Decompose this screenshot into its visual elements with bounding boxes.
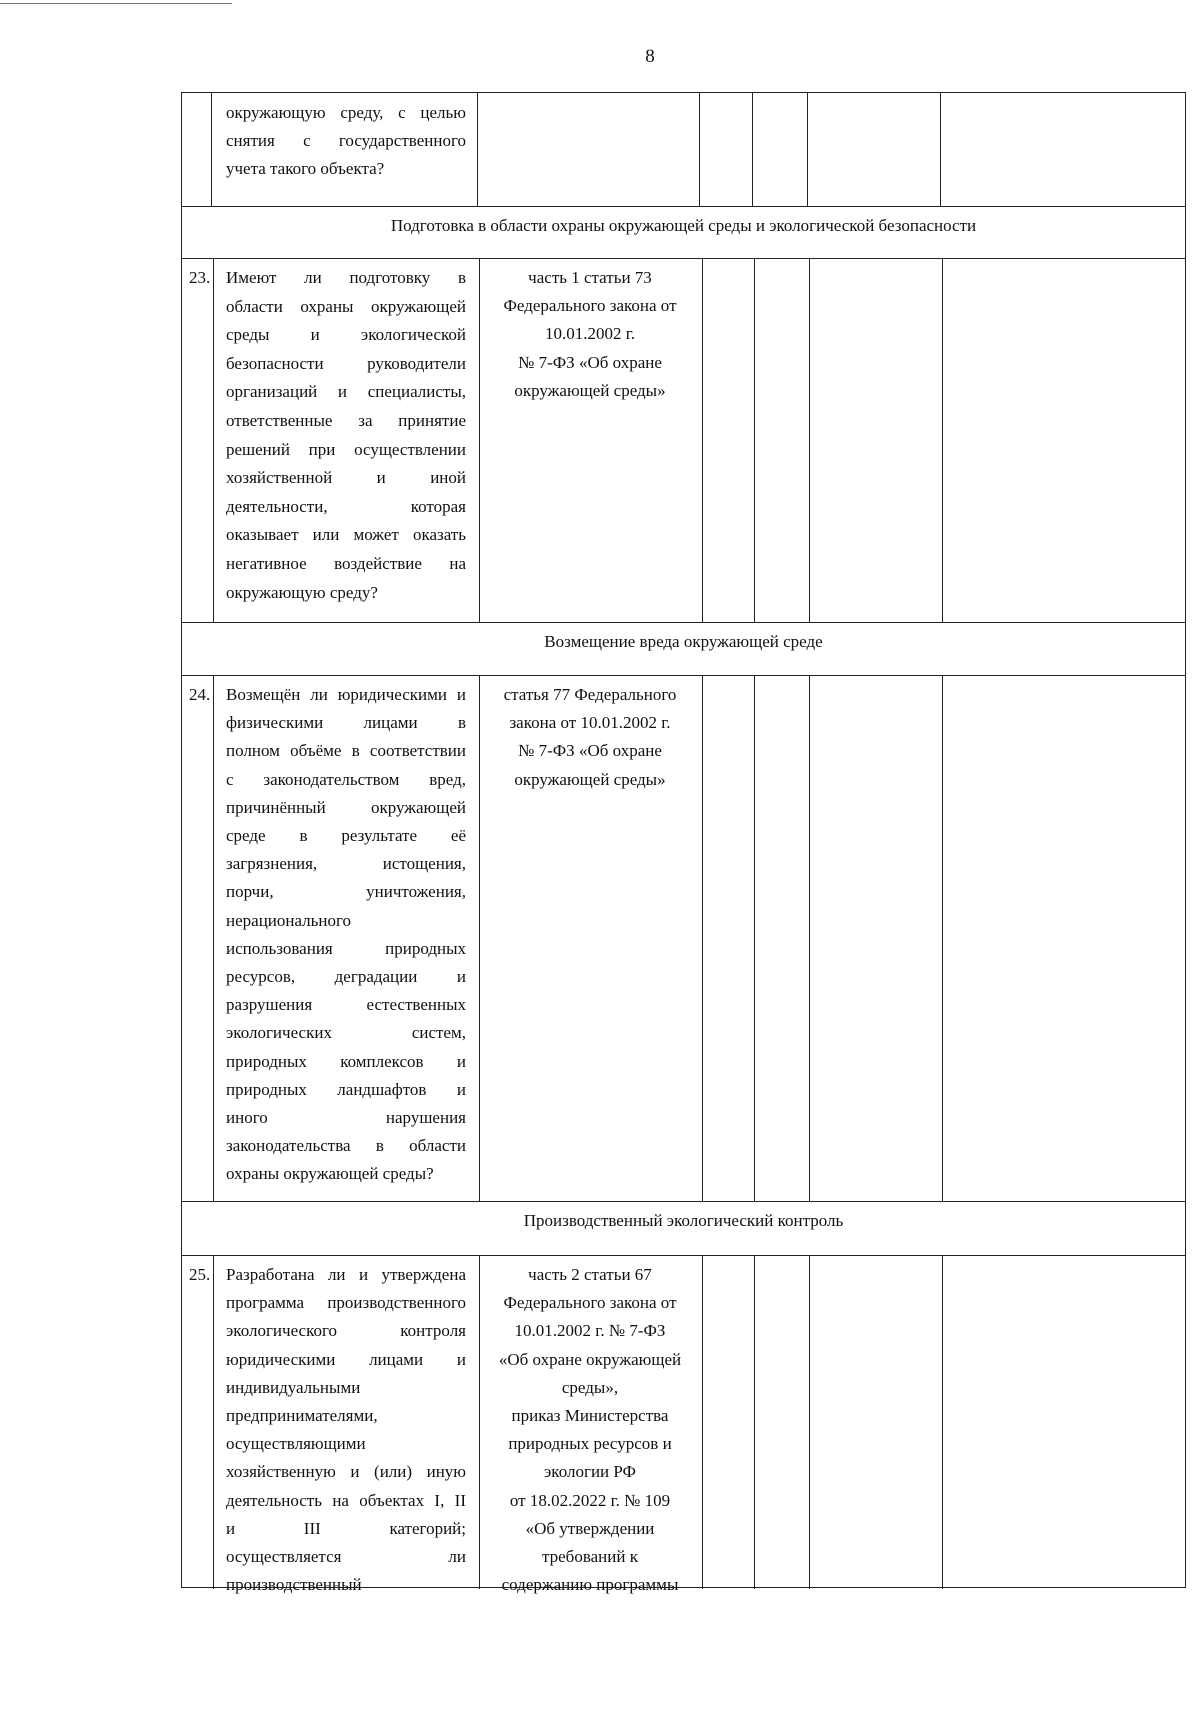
row-divider [182,206,1185,207]
column-divider [942,675,943,1201]
question-text-line: организаций и специалисты, [226,382,466,402]
column-divider [211,93,212,206]
column-divider [479,1255,480,1589]
column-divider [942,1255,943,1589]
question-text-line: физическими лицами в [226,713,466,733]
question-text-line: с законодательством вред, [226,769,466,789]
question-text-line: ответственные за принятие [226,411,466,430]
question-text-line: природных ландшафтов и [226,1079,466,1099]
question-text-line: негативное воздействие на [226,554,466,573]
question-text-line: среды и экологической [226,325,466,345]
legal-reference-line: Федерального закона от [503,1293,677,1313]
column-divider [479,258,480,622]
legal-reference-line: среды», [561,1377,619,1397]
question-text-line: среде в результате её [226,826,466,845]
question-text-line: порчи, уничтожения, [226,882,466,902]
legal-reference-line: закона от 10.01.2002 г. [509,713,671,733]
row-divider [182,1255,1185,1256]
question-text-line: разрушения естественных [226,995,466,1015]
question-text-line: области охраны окружающей [226,296,466,316]
question-text-line: производственный [226,1575,362,1595]
row-divider [182,675,1185,676]
column-divider [809,1255,810,1589]
legal-reference-line: Федерального закона от [503,296,677,316]
question-text-line: охраны окружающей среды? [226,1164,434,1184]
question-text-line: индивидуальными [226,1377,361,1397]
checklist-table [181,92,1186,1595]
question-text-line: загрязнения, истощения, [226,854,466,874]
question-text-line: и III категорий; [226,1518,466,1538]
question-text-line: предпринимателями, [226,1406,378,1425]
column-divider [479,675,480,1201]
question-text-line: экологических систем, [226,1023,466,1043]
legal-reference-line: часть 1 статьи 73 [528,268,652,287]
question-text-line: природных комплексов и [226,1051,466,1071]
legal-reference-line: часть 2 статьи 67 [528,1265,652,1284]
column-divider [702,675,703,1201]
column-divider [213,258,214,622]
legal-reference-line: № 7-ФЗ «Об охране [518,741,662,761]
question-text-line: программа производственного [226,1293,466,1313]
question-text-line: юридическими лицами и [226,1349,466,1369]
question-text-line: окружающую среду? [226,582,378,602]
row-divider [182,258,1185,259]
question-text-line: осуществляющими [226,1434,366,1454]
legal-reference-line: статья 77 Федерального [503,685,677,704]
legal-reference-line: «Об охране окружающей [498,1349,682,1369]
column-divider [807,93,808,206]
column-divider [702,1255,703,1589]
question-text-line: Разработана ли и утверждена [226,1265,466,1284]
legal-reference-line: окружающей среды» [514,380,666,400]
question-text-line: осуществляется ли [226,1547,466,1566]
column-divider [940,93,941,206]
row-divider [182,1201,1185,1202]
legal-reference-line: «Об утверждении [525,1518,655,1538]
question-text-line: иного нарушения [226,1108,466,1127]
question-text-line: оказывает или может оказать [226,525,466,545]
column-divider [213,675,214,1201]
question-text-line: Возмещён ли юридическими и [226,685,466,704]
column-divider [477,93,478,206]
column-divider [754,675,755,1201]
question-text-line: нерационального [226,910,352,930]
column-divider [752,93,753,206]
question-text-line: учета такого объекта? [226,159,385,178]
column-divider [809,675,810,1201]
legal-reference-line: приказ Министерства [511,1406,669,1425]
question-text-line: снятия с государственного [226,131,466,150]
question-text-line: полном объёме в соответствии [226,741,466,761]
legal-reference-line: содержанию программы [501,1575,679,1595]
page-number: 8 [645,46,655,67]
question-text-line: ресурсов, деградации и [226,967,466,986]
column-divider [754,1255,755,1589]
section-header: Производственный экологический контроль [523,1211,844,1230]
scan-top-rule [0,3,232,4]
column-divider [809,258,810,622]
legal-reference-line: требований к [542,1547,638,1566]
item-number: 23. [189,268,211,287]
column-divider [942,258,943,622]
legal-reference-line: окружающей среды» [514,769,666,789]
column-divider [213,1255,214,1589]
question-text-line: законодательства в области [226,1136,466,1156]
legal-reference-line: от 18.02.2022 г. № 109 [509,1490,671,1510]
question-text-line: окружающую среду, с целью [226,103,466,122]
question-text-line: деятельности, которая [226,496,466,516]
question-text-line: использования природных [226,938,466,958]
legal-reference-line: № 7-ФЗ «Об охране [518,352,662,372]
question-text-line: хозяйственной и иной [226,468,466,488]
legal-reference-line: природных ресурсов и [508,1434,672,1454]
question-text-line: хозяйственную и (или) иную [226,1462,466,1482]
question-text-line: безопасности руководители [226,353,466,373]
question-text-line: Имеют ли подготовку в [226,268,466,287]
legal-reference-line: 10.01.2002 г. [544,324,636,344]
question-text-line: деятельность на объектах I, II [226,1490,466,1510]
row-divider [182,622,1185,623]
column-divider [702,258,703,622]
column-divider [699,93,700,206]
legal-reference-line: 10.01.2002 г. № 7-ФЗ [514,1321,666,1341]
section-header: Возмещение вреда окружающей среде [544,632,823,651]
item-number: 25. [189,1265,211,1284]
item-number: 24. [189,685,211,704]
legal-reference-line: экологии РФ [544,1462,636,1482]
question-text-line: причинённый окружающей [226,797,466,817]
question-text-line: решений при осуществлении [226,439,466,459]
column-divider [754,258,755,622]
question-text-line: экологического контроля [226,1321,466,1341]
section-header: Подготовка в области охраны окружающей среды и экологической безопасности [390,216,977,235]
